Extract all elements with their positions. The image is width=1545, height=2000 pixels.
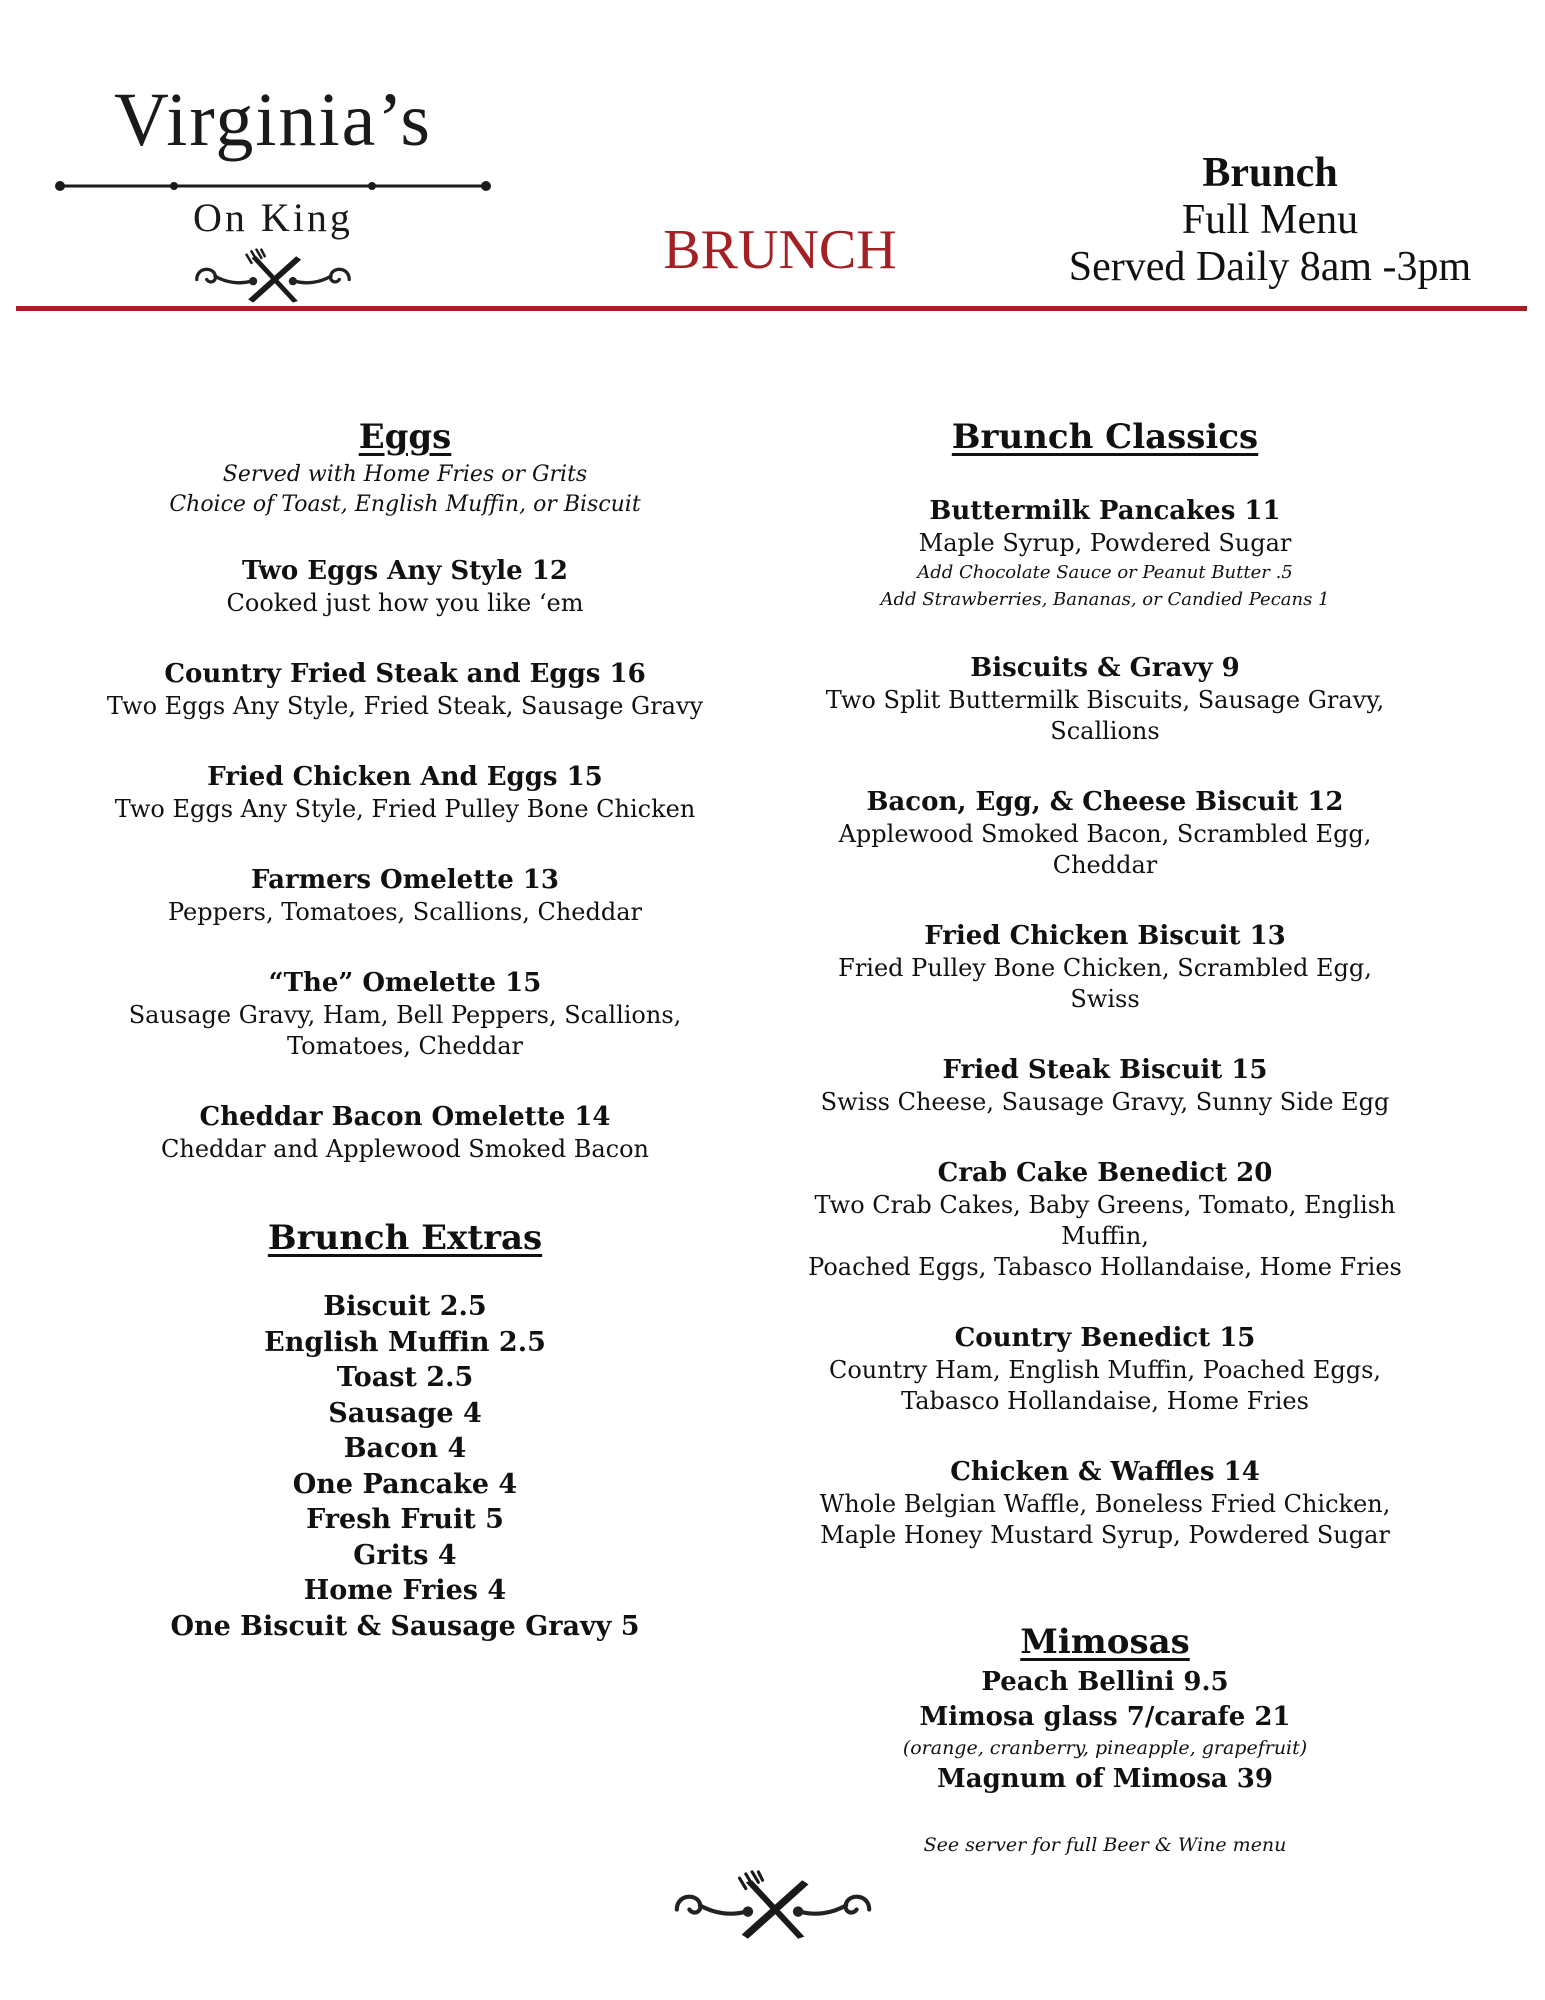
list-item: Sausage 4: [328, 1397, 482, 1429]
right-column: [790, 414, 1420, 1857]
menu-item-description: Two Crab Cakes, Baby Greens, Tomato, English: [814, 1191, 1396, 1219]
menu-item: [790, 1321, 1420, 1417]
menu-item-description: Whole Belgian Waffle, Boneless Fried Chicken,: [819, 1490, 1391, 1518]
server-note: See server for full Beer & Wine menu: [923, 1834, 1287, 1856]
menu-header: [0, 0, 1545, 320]
menu-item: [790, 919, 1420, 1015]
menu-item: [100, 554, 710, 619]
menu-item: [100, 966, 710, 1062]
extras-list: [100, 1289, 710, 1644]
fork-knife-flourish-icon: [173, 248, 373, 306]
menu-item-title: Fried Chicken And Eggs 15: [207, 762, 603, 792]
menu-item-description: Poached Eggs, Tabasco Hollandaise, Home Fries: [808, 1253, 1402, 1281]
restaurant-logo: [48, 78, 498, 292]
menu-item-description: Swiss: [1070, 985, 1140, 1013]
menu-item-description: Maple Syrup, Powdered Sugar: [918, 529, 1292, 557]
menu-info: [1030, 150, 1510, 291]
menu-info-line: Served Daily 8am -3pm: [1068, 244, 1472, 290]
menu-item-description: Two Eggs Any Style, Fried Pulley Bone Chicken: [114, 795, 696, 823]
menu-item-title: Buttermilk Pancakes 11: [929, 496, 1281, 526]
menu-item: [790, 1156, 1420, 1283]
menu-item-addon-note: Add Chocolate Sauce or Peanut Butter .5: [917, 562, 1293, 583]
menu-item-description: Cooked just how you like ‘em: [226, 589, 584, 617]
header-divider: [16, 306, 1527, 311]
menu-item-title: Bacon, Egg, & Cheese Biscuit 12: [866, 787, 1344, 817]
menu-item-title: Country Fried Steak and Eggs 16: [164, 659, 646, 689]
section-note: Choice of Toast, English Muffin, or Biscuit: [169, 492, 641, 517]
menu-item: [100, 760, 710, 825]
list-item: Magnum of Mimosa 39: [937, 1764, 1273, 1794]
list-item: Biscuit 2.5: [323, 1291, 487, 1322]
fork-knife-flourish-icon: [658, 1862, 888, 1957]
menu-item-title: Farmers Omelette 13: [251, 865, 559, 895]
menu-item-description: Peppers, Tomatoes, Scallions, Cheddar: [167, 898, 642, 926]
logo-subtitle: On King: [193, 195, 353, 240]
page-title: BRUNCH: [663, 219, 897, 281]
menu-item-title: Cheddar Bacon Omelette 14: [199, 1102, 611, 1132]
list-item: Home Fries 4: [303, 1575, 507, 1606]
classics-section: [790, 414, 1420, 1551]
menu-item-title: “The” Omelette 15: [268, 968, 542, 998]
menu-item-description: Country Ham, English Muffin, Poached Eggs,: [828, 1356, 1382, 1384]
eggs-section: [100, 414, 710, 1165]
section-note: Served with Home Fries or Grits: [222, 462, 588, 487]
menu-info-line: Brunch: [1202, 150, 1338, 196]
menu-item: [790, 785, 1420, 881]
menu-item-description: Applewood Smoked Bacon, Scrambled Egg,: [838, 820, 1372, 848]
left-column: [100, 414, 710, 1644]
menu-item: [790, 1053, 1420, 1118]
list-item: English Muffin 2.5: [264, 1326, 546, 1358]
menu-item: [100, 657, 710, 722]
list-item: Mimosa glass 7/carafe 21: [919, 1702, 1291, 1732]
menu-item-title: Fried Steak Biscuit 15: [942, 1055, 1268, 1085]
list-item: One Pancake 4: [292, 1468, 518, 1500]
menu-item: [790, 1455, 1420, 1551]
list-item: Grits 4: [353, 1539, 457, 1571]
section-heading-classics: Brunch Classics: [951, 417, 1259, 457]
menu-item-description: Maple Honey Mustard Syrup, Powdered Sugar: [820, 1521, 1390, 1549]
menu-item-description: Scallions: [1050, 717, 1160, 745]
menu-item-description: Swiss Cheese, Sausage Gravy, Sunny Side Egg: [820, 1088, 1390, 1116]
menu-item-description: Two Eggs Any Style, Fried Steak, Sausage Gravy: [106, 692, 704, 720]
menu-item-description: Two Split Buttermilk Biscuits, Sausage Gravy,: [825, 686, 1385, 714]
list-item: Bacon 4: [343, 1433, 467, 1464]
logo-title: Virginia’s: [113, 78, 433, 162]
menu-item-description: Sausage Gravy, Ham, Bell Peppers, Scallions,: [128, 1001, 682, 1029]
section-heading-mimosas: Mimosas: [1020, 1622, 1190, 1662]
list-item: Peach Bellini 9.5: [981, 1667, 1229, 1697]
menu-item-description: Fried Pulley Bone Chicken, Scrambled Egg,: [838, 954, 1372, 982]
menu-item-description: Tabasco Hollandaise, Home Fries: [901, 1387, 1309, 1415]
list-item: Toast 2.5: [336, 1362, 474, 1393]
logo-divider: [54, 176, 492, 196]
menu-item: [100, 863, 710, 928]
list-item: Fresh Fruit 5: [306, 1504, 504, 1535]
menu-item-title: Crab Cake Benedict 20: [937, 1158, 1273, 1188]
menu-item-description: Tomatoes, Cheddar: [286, 1032, 524, 1060]
menu-item: [790, 494, 1420, 613]
menu-item-description: Muffin,: [1061, 1222, 1149, 1250]
menu-item: [100, 1100, 710, 1165]
section-heading-extras: Brunch Extras: [267, 1218, 543, 1258]
extras-section: [100, 1215, 710, 1644]
list-item: One Biscuit & Sausage Gravy 5: [170, 1610, 640, 1642]
menu-item-description: Cheddar and Applewood Smoked Bacon: [161, 1135, 649, 1163]
menu-item-title: Chicken & Waffles 14: [950, 1457, 1260, 1487]
menu-item-description: Cheddar: [1052, 851, 1158, 879]
menu-item-title: Country Benedict 15: [954, 1323, 1256, 1353]
mimosa-flavors-note: (orange, cranberry, pineapple, grapefruit): [902, 1737, 1308, 1759]
menu-item-title: Two Eggs Any Style 12: [242, 556, 568, 586]
section-heading-eggs: Eggs: [358, 417, 452, 457]
menu-item-addon-note: Add Strawberries, Bananas, or Candied Pecans 1: [880, 589, 1330, 610]
menu-item-title: Biscuits & Gravy 9: [970, 653, 1240, 683]
menu-item-title: Fried Chicken Biscuit 13: [924, 921, 1286, 951]
menu-info-line: Full Menu: [1181, 197, 1359, 243]
menu-item: [790, 651, 1420, 747]
mimosas-section: [790, 1619, 1420, 1797]
